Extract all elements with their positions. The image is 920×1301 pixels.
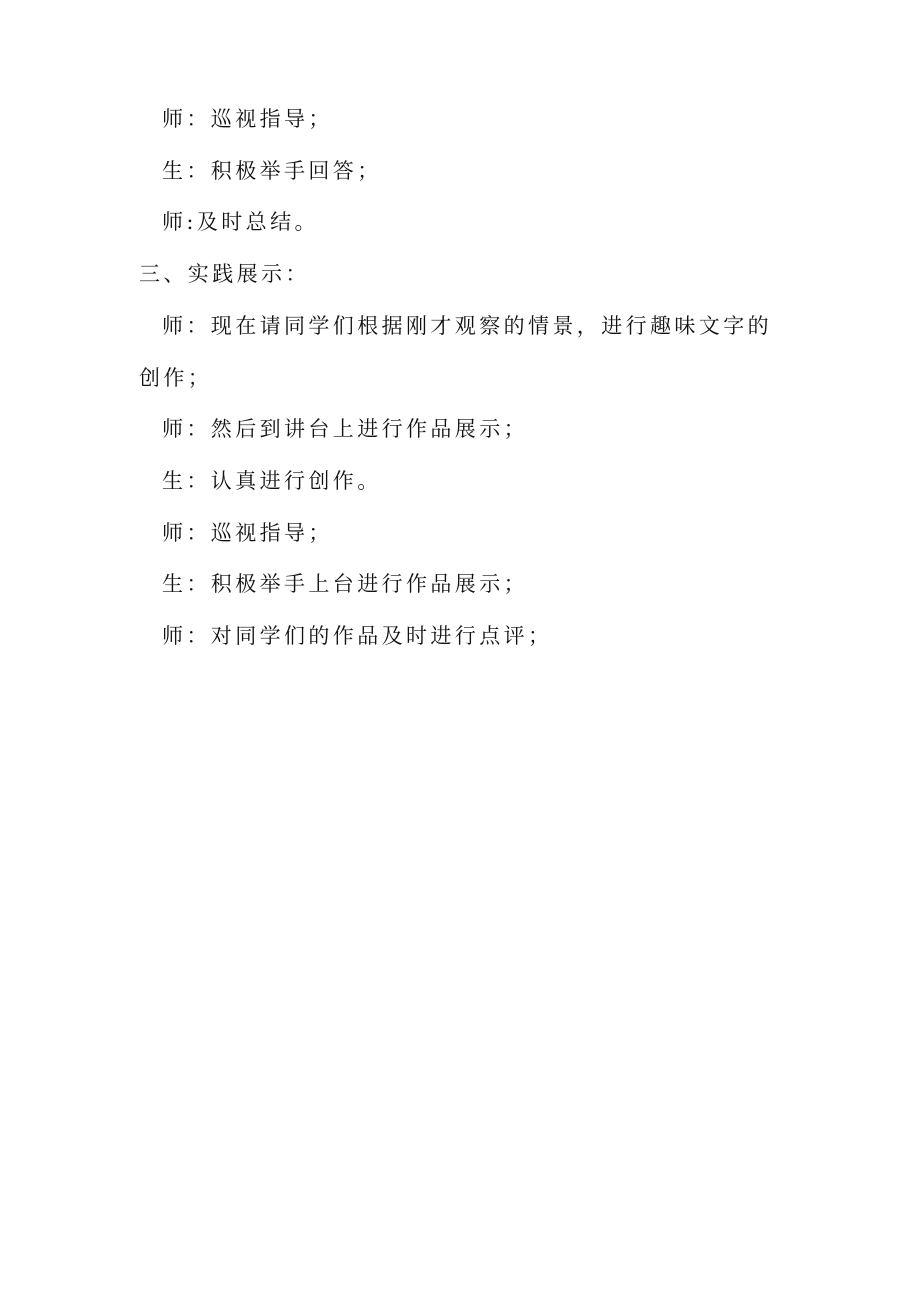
student-line-create-carefully: 生：认真进行创作。 [162, 469, 382, 493]
section-heading-practice-display: 三、实践展示： [139, 262, 310, 286]
teacher-line-patrol-guidance: 师：巡视指导； [162, 107, 333, 131]
teacher-line-comment-on-work: 师：对同学们的作品及时进行点评； [162, 624, 553, 648]
teacher-line-summarize: 师:及时总结。 [162, 210, 319, 234]
teacher-line-instruction-continued: 创作； [139, 366, 213, 390]
student-line-raise-hands-answer: 生：积极举手回答； [162, 159, 382, 183]
teacher-line-instruction-create: 师：现在请同学们根据刚才观察的情景，进行趣味文字的 [162, 314, 772, 338]
student-line-present-on-stage: 生：积极举手上台进行作品展示； [162, 572, 528, 596]
teacher-line-patrol-guidance-2: 师：巡视指导； [162, 521, 333, 545]
teacher-line-present-work: 师：然后到讲台上进行作品展示； [162, 417, 528, 441]
